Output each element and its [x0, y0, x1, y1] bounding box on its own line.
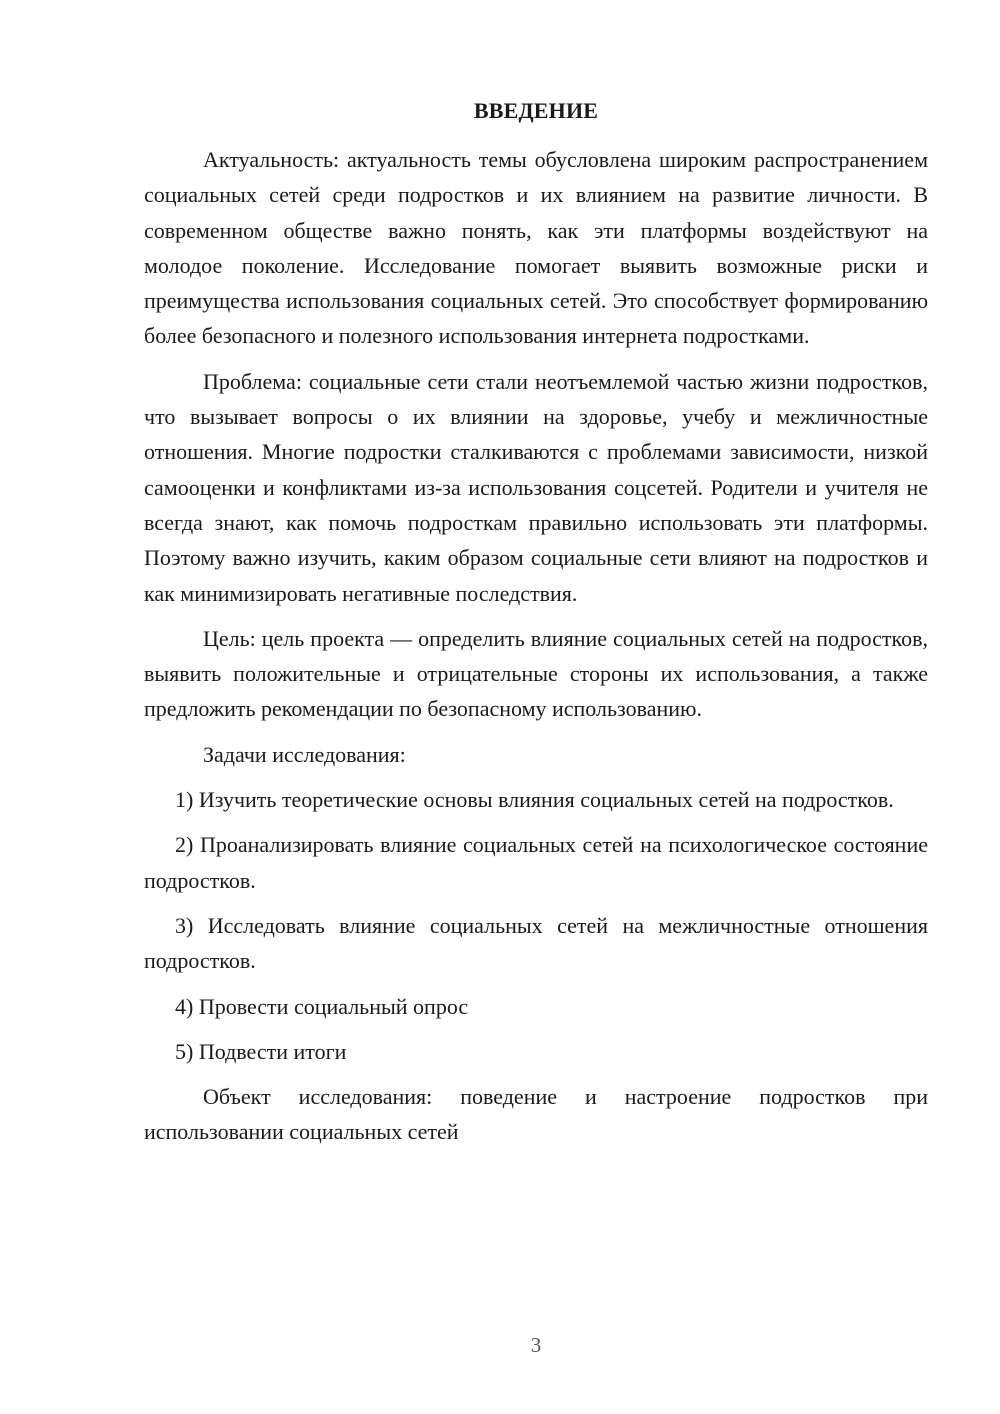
task-item-5: 5) Подвести итоги	[175, 1038, 347, 1064]
task-item-3: 3) Исследовать влияние социальных сетей на межличностные отношения подростков.	[144, 912, 928, 974]
document-body	[144, 142, 928, 1160]
relevance-paragraph: Актуальность: актуальность темы обусловлена широким распространением социальных сетей среди подростков и их влиянием на развитие личности. В современном обществе важно понять, как эти платформы воздействуют на молодое поколение. Исследование помогает выявить возможные риски и преимущества использования социальных сетей. Это способствует формированию более безопасного и полезного использования интернета подростками.	[144, 147, 928, 349]
goal-paragraph: Цель: цель проекта — определить влияние социальных сетей на подростков, выявить положительные и отрицательные стороны их использования, а также предложить рекомендации по безопасному использованию.	[144, 625, 928, 722]
task-item-4: 4) Провести социальный опрос	[175, 993, 469, 1019]
page-number: 3	[530, 1333, 542, 1357]
page-title: ВВЕДЕНИЕ	[473, 98, 599, 123]
task-item-1: 1) Изучить теоретические основы влияния социальных сетей на подростков.	[175, 787, 894, 813]
task-item-2: 2) Проанализировать влияние социальных сетей на психологическое состояние подростков.	[144, 832, 928, 893]
object-paragraph: Объект исследования: поведение и настроение подростков при использовании социальных сетей	[144, 1084, 928, 1145]
tasks-heading: Задачи исследования:	[203, 741, 406, 767]
problem-paragraph: Проблема: социальные сети стали неотъемлемой частью жизни подростков, что вызывает вопросы о их влиянии на здоровье, учебу и межличностные отношения. Многие подростки сталкиваются с проблемами зависимости, низкой самооценки и конфликтами из-за использования соцсетей. Родители и учителя не всегда знают, как помочь подросткам правильно использовать эти платформы. Поэтому важно изучить, каким образом социальные сети влияют на подростков и как минимизировать негативные последствия.	[144, 368, 928, 606]
